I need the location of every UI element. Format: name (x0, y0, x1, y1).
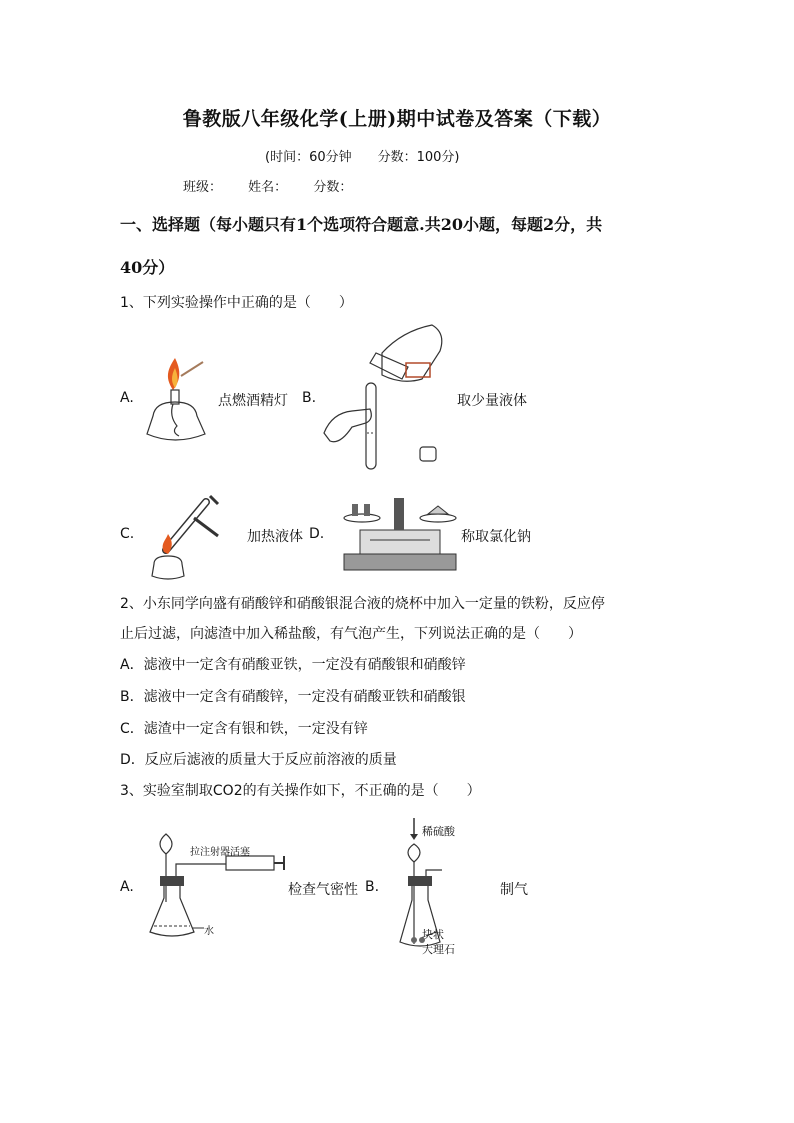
section-heading: 一、选择题（每小题只有1个选项符合题意.共20小题，每题2分，共 (120, 215, 603, 234)
q1-option-b-letter: B. (302, 390, 317, 406)
q2-stem-line1: 2、小东同学向盛有硝酸锌和硝酸银混合液的烧杯中加入一定量的铁粉，反应停 (120, 596, 605, 612)
heating-liquid-image (148, 494, 244, 580)
q3-option-b-letter: B. (365, 879, 380, 895)
balance-scale-image (340, 496, 460, 576)
q1-option-d-letter: D. (309, 526, 325, 542)
q3-option-a-caption: 检查气密性 (288, 882, 358, 898)
page-title: 鲁教版八年级化学(上册)期中试卷及答案（下载） (182, 108, 612, 130)
class-label: 班级： (183, 180, 223, 195)
q2-option-a: A．滤液中一定含有硝酸亚铁，一定没有硝酸银和硝酸锌 (120, 657, 466, 673)
exam-time-score: (时间：60分钟 分数：100分) (265, 150, 460, 165)
q1-option-d-caption: 称取氯化钠 (461, 529, 531, 545)
q1-stem: 1、下列实验操作中正确的是（ ） (120, 295, 353, 311)
q3-option-b-caption: 制气 (500, 882, 528, 898)
q1-option-c-caption: 加热液体 (247, 529, 303, 545)
q2-option-c: C．滤渣中一定含有银和铁，一定没有锌 (120, 721, 368, 737)
label-syringe: 拉注射器活塞 (190, 847, 250, 858)
q2-stem-line2: 止后过滤，向滤渣中加入稀盐酸，有气泡产生，下列说法正确的是（ ） (120, 626, 582, 642)
score-label: 分数： (313, 180, 353, 195)
liquid-pouring-image (322, 323, 447, 470)
q1-option-a-caption: 点燃酒精灯 (218, 393, 288, 409)
student-info (183, 176, 374, 195)
q2-option-b: B．滤液中一定含有硝酸锌，一定没有硝酸亚铁和硝酸银 (120, 689, 466, 705)
alcohol-lamp-image (145, 356, 215, 444)
q3-option-a-letter: A. (120, 879, 134, 895)
section-heading-cont: 40分） (120, 258, 175, 277)
name-label: 姓名： (248, 180, 288, 195)
label-water: 水 (204, 926, 214, 937)
label-lump: 块状 (422, 928, 444, 941)
q1-option-b-caption: 取少量液体 (457, 393, 527, 409)
q1-option-c-letter: C. (120, 526, 135, 542)
q3-stem: 3、实验室制取CO2的有关操作如下，不正确的是（ ） (120, 783, 481, 799)
q1-option-a-letter: A. (120, 390, 134, 406)
q2-option-d: D．反应后滤液的质量大于反应前溶液的质量 (120, 752, 397, 768)
label-marble: 大理石 (422, 943, 455, 956)
label-dilute-acid: 稀硫酸 (422, 825, 455, 838)
